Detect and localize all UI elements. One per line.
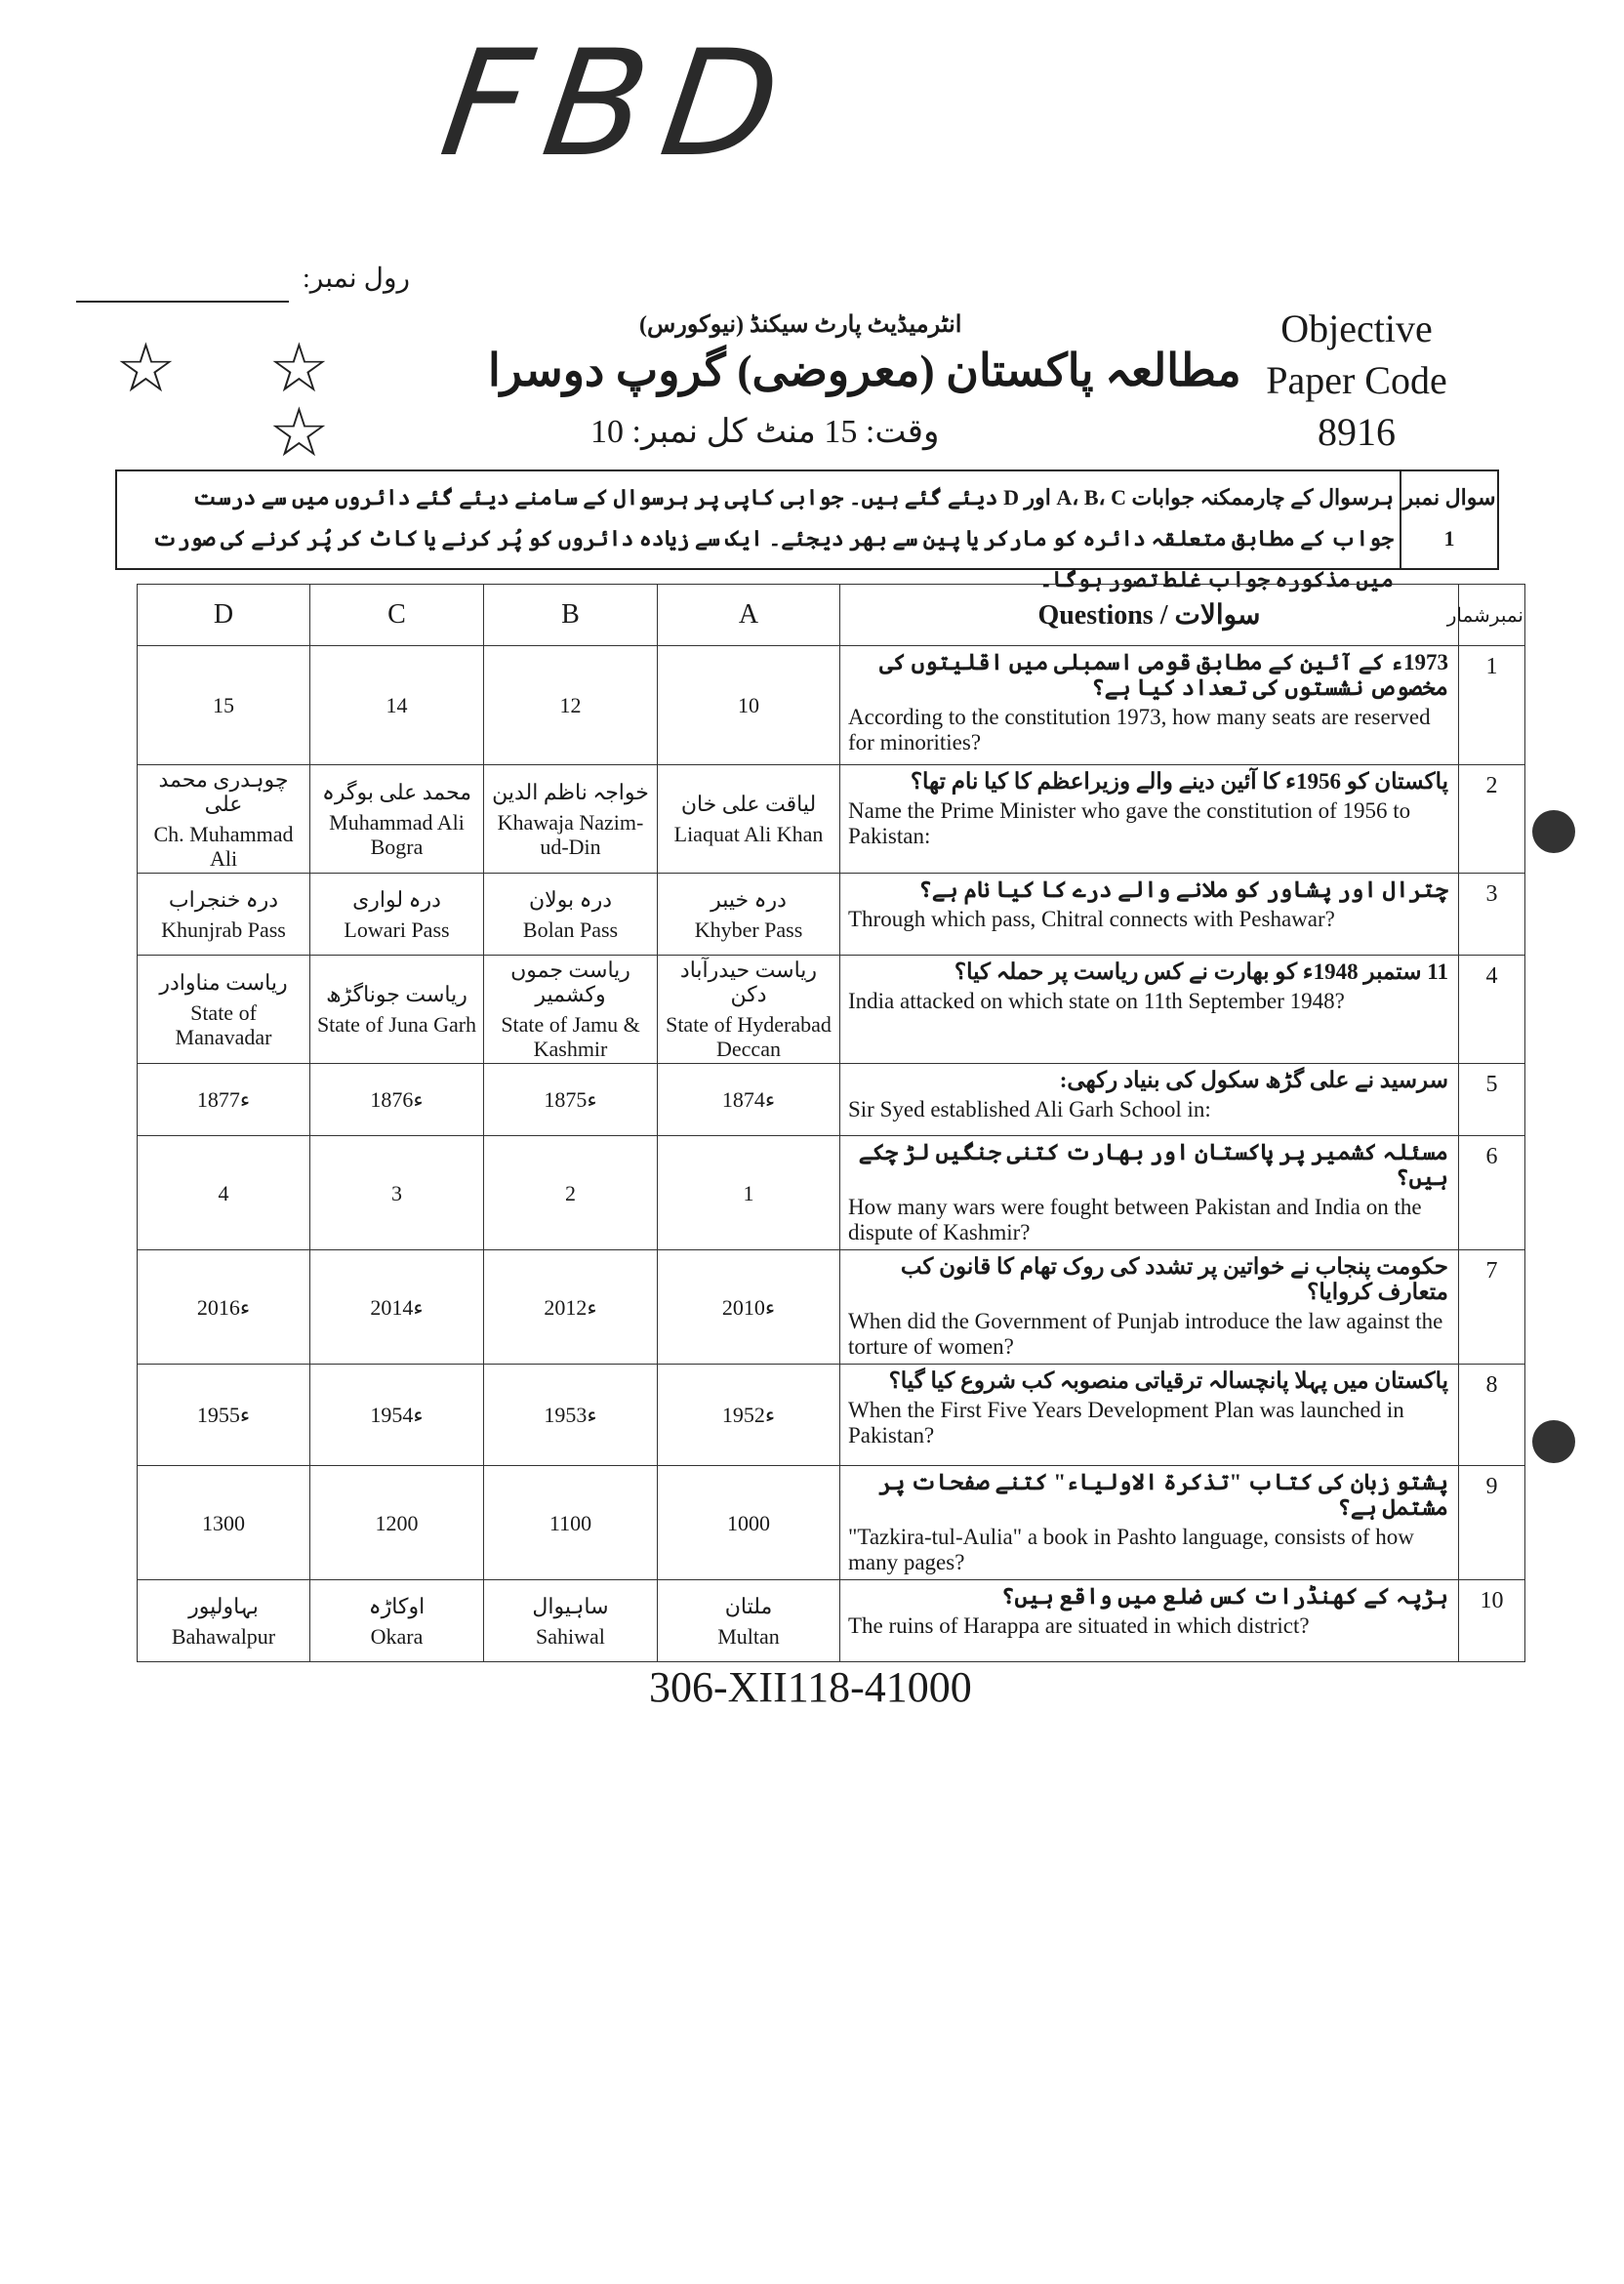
option-a-english: State of Hyderabad Deccan (666, 1012, 832, 1061)
option-a-english: Khyber Pass (694, 917, 803, 942)
option-a (658, 956, 840, 1064)
question-english: Through which pass, Chitral connects with Peshawar? (848, 907, 1335, 931)
option-d-urdu: درہ خنجراب (168, 886, 279, 912)
question-cell (840, 1250, 1459, 1365)
option-d-english: Bahawalpur (171, 1623, 276, 1649)
question-cell (840, 1365, 1459, 1466)
question-urdu: پاکستان کو 1956ء کا آئین دینے والے وزیراعظم کا کیا نام تھا؟ (910, 769, 1448, 794)
question-english: When did the Government of Punjab introduce the law against the torture of women? (848, 1309, 1443, 1359)
question-english: The ruins of Harappa are situated in which district? (848, 1613, 1310, 1638)
option-c (310, 874, 484, 956)
question-english: Sir Syed established Ali Garh School in: (848, 1097, 1211, 1122)
option-d-english: Ch. Muhammad Ali (153, 822, 294, 871)
option-c (310, 1136, 484, 1250)
option-b (484, 1365, 658, 1466)
option-a (658, 1064, 840, 1136)
option-c-english: 1954ء (370, 1403, 424, 1427)
option-b (484, 1250, 658, 1365)
header-questions: Questions / سوالات (840, 585, 1459, 646)
question-english: According to the constitution 1973, how many seats are reserved for minorities? (848, 705, 1431, 755)
option-c-english: Lowari Pass (344, 917, 450, 942)
option-c-urdu: ریاست جوناگڑھ (326, 982, 467, 1006)
option-d-urdu: ریاست مناوادر (159, 969, 288, 995)
question-urdu: 1973ء کے آئین کے مطابق قومی اسمبلی میں اقلیتوں کی مخصوص نشستوں کی تعداد کیا ہے؟ (879, 650, 1448, 700)
exam-subtitle: انٹرمیڈیٹ پارٹ سیکنڈ (نیوکورس) (639, 312, 962, 338)
option-c (310, 1466, 484, 1580)
option-b (484, 1466, 658, 1580)
option-a-english: Multan (717, 1623, 780, 1649)
option-c-english: 2014ء (370, 1294, 424, 1320)
option-d (138, 1136, 310, 1250)
question-number-cell: 6 (1459, 1136, 1525, 1250)
option-b-urdu: خواجہ ناظم الدین (492, 779, 649, 804)
header-c: C (310, 585, 484, 646)
handwritten-mark: FBD (431, 20, 806, 189)
option-c-urdu: اوکاڑہ (368, 1593, 426, 1618)
option-c-english: 1876ء (370, 1087, 424, 1112)
option-b (484, 1580, 658, 1662)
option-b (484, 956, 658, 1064)
header-a: A (658, 585, 840, 646)
question-number-cell: 5 (1459, 1064, 1525, 1136)
option-d (138, 956, 310, 1064)
option-a (658, 1466, 840, 1580)
paper-code-block (1239, 303, 1474, 458)
option-a (658, 1136, 840, 1250)
option-c (310, 1580, 484, 1662)
option-a (658, 1250, 840, 1365)
table-row (138, 646, 1525, 765)
option-d-urdu: چوہدری محمد علی (158, 767, 289, 816)
option-d (138, 765, 310, 874)
star-outline-icon: ☆ (268, 328, 330, 408)
objective-label: Objective (1280, 306, 1433, 350)
option-a-urdu: لیاقت علی خان (680, 792, 817, 816)
option-a-urdu: درہ خیبر (710, 886, 787, 912)
question-english: How many wars were fought between Pakistan and India on the dispute of Kashmir? (848, 1195, 1422, 1244)
option-b-english: State of Jamu & Kashmir (501, 1012, 640, 1061)
option-c (310, 1365, 484, 1466)
option-b-english: 1953ء (544, 1403, 597, 1427)
table-row (138, 1580, 1525, 1662)
question-number-cell: 3 (1459, 874, 1525, 956)
question-urdu: 11 ستمبر 1948ء کو بھارت نے کس ریاست پر حملہ کیا؟ (954, 959, 1448, 984)
exam-title: مطالعہ پاکستان (معروضی) گروپ دوسرا (488, 346, 1241, 395)
option-c-english: Muhammad Ali Bogra (329, 809, 465, 859)
option-c-urdu: محمد علی بوگرہ (322, 779, 471, 804)
option-d-urdu: بہاولپور (188, 1593, 259, 1618)
option-b (484, 1136, 658, 1250)
table-row (138, 765, 1525, 874)
option-a (658, 1580, 840, 1662)
option-b-english: 1875ء (544, 1087, 597, 1112)
instructions-text: ہرسوال کے چارممکنہ جوابات A، B، C اور D دیئے گئے ہیں۔ جوابی کاپی پر ہرسوال کے سامنے دیئے گئے دائروں میں سے درست جواب کے مطابق متعلقہ دائرہ کو مارکر یا پین سے بھر دیجئے۔ ایک سے زیادہ دائروں کو پُر کرنے یا کاٹ کر پُر کرنے کی صورت میں مذکورہ جواب غلط تصور ہوگا۔ (152, 485, 1394, 591)
option-b-urdu: ساہیوال (532, 1593, 609, 1618)
option-d-english: 2016ء (196, 1294, 251, 1320)
option-b (484, 646, 658, 765)
question-urdu: ہڑپہ کے کھنڈرات کس ضلع میں واقع ہیں؟ (1000, 1584, 1448, 1609)
footer-code: 306-XII118-41000 (649, 1663, 972, 1711)
option-a (658, 646, 840, 765)
option-b-english: Bolan Pass (522, 917, 619, 942)
question-cell (840, 874, 1459, 956)
option-b (484, 874, 658, 956)
option-a (658, 874, 840, 956)
option-a-english: 2010ء (721, 1294, 776, 1320)
question-cell (840, 956, 1459, 1064)
question-urdu: پشتو زبان کی کتاب "تذکرۃ الاولیاء" کتنے صفحات پر مشتمل ہے؟ (878, 1470, 1448, 1520)
option-d-english: 1877ء (196, 1087, 251, 1112)
option-c-english: 14 (386, 693, 408, 717)
table-row (138, 1064, 1525, 1136)
question-urdu: حکومت پنجاب نے خواتین پر تشدد کی روک تھام کا قانون کب متعارف کروایا؟ (900, 1254, 1448, 1304)
question-cell (840, 1466, 1459, 1580)
option-d-english: State of Manavadar (175, 999, 272, 1049)
exam-time-marks: وقت: 15 منٹ کل نمبر: 10 (590, 414, 940, 450)
option-d (138, 646, 310, 765)
question-number-cell: 8 (1459, 1365, 1525, 1466)
option-c (310, 956, 484, 1064)
table-row (138, 956, 1525, 1064)
star-outline-icon: ☆ (115, 328, 177, 408)
question-urdu: چترال اور پشاور کو ملانے والے درے کا کیا نام ہے؟ (918, 877, 1448, 902)
option-c-english: 1200 (375, 1510, 419, 1535)
star-outline-icon: ☆ (268, 392, 330, 472)
question-number-cell: 10 (1459, 1580, 1525, 1662)
option-a (658, 1365, 840, 1466)
question-label: سوال نمبر (1402, 485, 1496, 510)
question-english: India attacked on which state on 11th September 1948? (848, 989, 1345, 1013)
option-b-urdu: ریاست جموں وکشمیر (510, 958, 630, 1006)
question-english: Name the Prime Minister who gave the constitution of 1956 to Pakistan: (848, 798, 1411, 848)
option-a-english: 1874ء (721, 1087, 776, 1112)
option-d (138, 1250, 310, 1365)
question-urdu: مسئلہ کشمیر پر پاکستان اور بھارت کتنی جنگیں لڑ چکے ہیں؟ (858, 1140, 1448, 1190)
option-a-english: 1 (743, 1180, 754, 1205)
question-number-box (1400, 471, 1497, 568)
option-b-english: 1100 (548, 1510, 592, 1535)
paper-code: 8916 (1318, 410, 1396, 454)
option-c (310, 1250, 484, 1365)
punch-hole (1532, 810, 1575, 853)
question-number: 1 (1443, 526, 1455, 551)
option-d-english: 1955ء (196, 1403, 251, 1427)
question-cell (840, 765, 1459, 874)
question-cell (840, 1136, 1459, 1250)
option-b-english: 2012ء (544, 1294, 597, 1320)
table-row (138, 1136, 1525, 1250)
option-c-urdu: درہ لواری (352, 886, 441, 912)
option-d (138, 1365, 310, 1466)
paper-code-label: Paper Code (1266, 358, 1447, 402)
table-row (138, 1365, 1525, 1466)
option-b (484, 765, 658, 874)
option-d-english: 15 (213, 693, 234, 717)
question-urdu: پاکستان میں پہلا پانچسالہ ترقیاتی منصوبہ کب شروع کیا گیا؟ (888, 1368, 1448, 1393)
questions-table (137, 584, 1525, 1662)
option-a-english: 10 (738, 693, 759, 717)
question-cell (840, 646, 1459, 765)
option-d (138, 1580, 310, 1662)
option-c-english: 3 (391, 1180, 402, 1205)
option-d-english: 4 (218, 1180, 229, 1205)
option-a (658, 765, 840, 874)
header-b: B (484, 585, 658, 646)
table-header-row (138, 585, 1525, 646)
option-a-english: 1952ء (721, 1403, 776, 1427)
option-d-english: 1300 (202, 1510, 245, 1535)
option-b-urdu: درہ بولان (528, 886, 612, 912)
header-number: نمبرشمار (1459, 585, 1525, 646)
question-number-cell: 7 (1459, 1250, 1525, 1365)
question-number-cell: 9 (1459, 1466, 1525, 1580)
option-d (138, 1064, 310, 1136)
roll-number-line (76, 301, 289, 303)
table-row (138, 1466, 1525, 1580)
option-d-english: Khunjrab Pass (161, 917, 286, 942)
instructions-box (115, 469, 1499, 591)
option-c-english: State of Juna Garh (316, 1012, 477, 1037)
table-row (138, 1250, 1525, 1365)
option-b-english: Sahiwal (536, 1623, 605, 1649)
option-b-english: Khawaja Nazim-ud-Din (497, 809, 644, 859)
option-d (138, 1466, 310, 1580)
question-english: "Tazkira-tul-Aulia" a book in Pashto language, consists of how many pages? (848, 1525, 1414, 1574)
option-c-english: Okara (370, 1623, 424, 1649)
question-number-cell: 4 (1459, 956, 1525, 1064)
option-c (310, 765, 484, 874)
question-english: When the First Five Years Development Plan was launched in Pakistan? (848, 1398, 1404, 1448)
header-d: D (138, 585, 310, 646)
option-a-urdu: ملتان (724, 1593, 773, 1618)
option-c (310, 646, 484, 765)
option-a-english: 1000 (727, 1510, 770, 1535)
option-d (138, 874, 310, 956)
question-number-cell: 2 (1459, 765, 1525, 874)
punch-hole (1532, 1420, 1575, 1463)
roll-number-label: رول نمبر: (303, 264, 411, 294)
question-number-cell: 1 (1459, 646, 1525, 765)
option-b-english: 2 (565, 1180, 576, 1205)
option-b (484, 1064, 658, 1136)
option-b-english: 12 (559, 693, 582, 717)
option-a-urdu: ریاست حیدرآباد دکن (679, 958, 818, 1006)
option-a-english: Liaquat Ali Khan (673, 822, 824, 846)
table-row (138, 874, 1525, 956)
question-cell (840, 1064, 1459, 1136)
question-urdu: سرسید نے علی گڑھ سکول کی بنیاد رکھی: (1059, 1068, 1448, 1092)
question-cell (840, 1580, 1459, 1662)
option-c (310, 1064, 484, 1136)
